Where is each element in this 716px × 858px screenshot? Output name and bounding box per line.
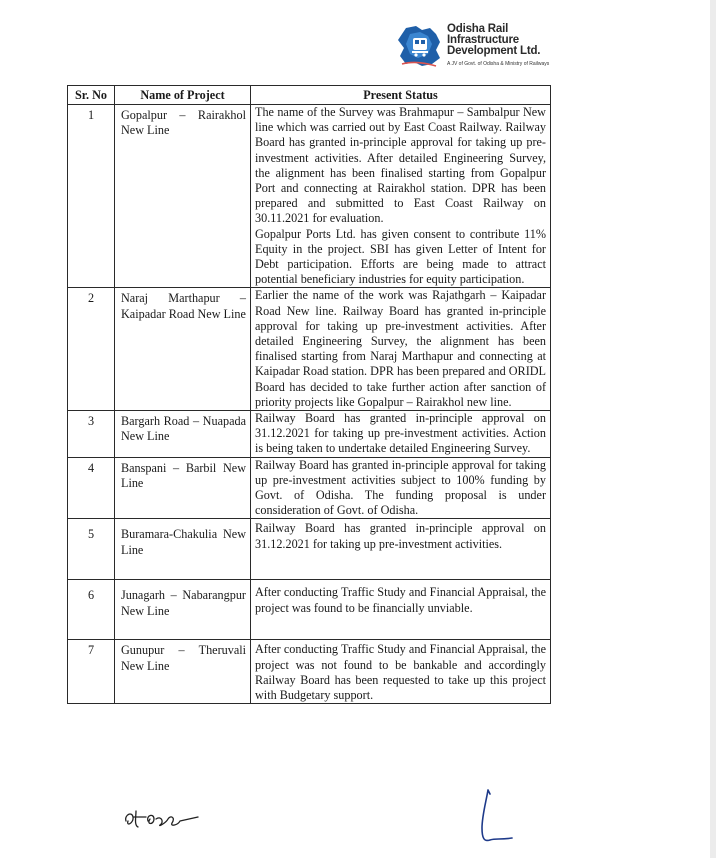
row-project-name: Junagarh – Nabarangpur New Line [115, 580, 251, 640]
table-row [68, 519, 551, 580]
row-present-status [251, 640, 551, 704]
table-row [68, 105, 551, 288]
status-paragraph: Earlier the name of the work was Rajathgarh – Kaipadar Road New line. Railway Board has granted in-principle approval for taking up pre-investment activities. After detailed Engineering Survey, the alignment has been finalised starting from Naraj Marthapur and connecting at Kaipadar Road station. DPR has been prepared and ORIDL Board has decided to take further action after sanction of priority projects like Gopalpur – Rairakhol new line. [255, 288, 546, 409]
row-sr-number: 3 [68, 411, 115, 458]
row-project-name: Bargarh Road – Nuapada New Line [115, 411, 251, 458]
handwritten-signature-left [122, 803, 202, 833]
row-project-name: Gopalpur – Rairakhol New Line [115, 105, 251, 288]
status-paragraph: Gopalpur Ports Ltd. has given consent to contribute 11% Equity in the project. SBI has given Letter of Intent for Debt participation. Efforts are being made to attract potential beneficiary industries for equity participation. [255, 226, 546, 287]
row-project-name: Buramara-Chakulia New Line [115, 519, 251, 580]
status-paragraph: After conducting Traffic Study and Financial Appraisal, the project was not found to be bankable and accordingly Railway Board has been requested to take up this project with Budgetary support. [255, 642, 546, 703]
org-logo [396, 24, 576, 74]
status-paragraph: Railway Board has granted in-principle approval on 31.12.2021 for taking up pre-investment activities. [255, 521, 546, 551]
row-present-status [251, 457, 551, 519]
row-sr-number: 2 [68, 288, 115, 411]
table-header-row [68, 86, 551, 105]
header-sr-no: Sr. No [68, 86, 115, 105]
header-project-name: Name of Project [115, 86, 251, 105]
row-sr-number: 7 [68, 640, 115, 704]
projects-table [67, 85, 551, 704]
row-sr-number: 6 [68, 580, 115, 640]
row-present-status [251, 519, 551, 580]
status-paragraph: After conducting Traffic Study and Financial Appraisal, the project was found to be financially unviable. [255, 585, 546, 615]
row-present-status [251, 580, 551, 640]
odisha-map-train-logo-icon [396, 24, 444, 70]
table-row [68, 457, 551, 519]
header-present-status: Present Status [251, 86, 551, 105]
table-row [68, 580, 551, 640]
row-sr-number: 4 [68, 457, 115, 519]
table-row [68, 640, 551, 704]
table-row [68, 288, 551, 411]
row-sr-number: 5 [68, 519, 115, 580]
row-sr-number: 1 [68, 105, 115, 288]
status-paragraph: The name of the Survey was Brahmapur – Sambalpur New line which was carried out by East Coast Railway. Railway Board has granted in-principle approval for taking up pre-investment activities. After detailed Engineering Survey, the alignment has been finalised starting from Gopalpur Port and connecting at Rairakhol station. DPR has been prepared and submitted to East Coast Railway on 30.11.2021 for evaluation. [255, 105, 546, 226]
status-paragraph: Railway Board has granted in-principle approval on 31.12.2021 for taking up pre-investment activities. Action is being taken to undertake detailed Engineering Survey. [255, 411, 546, 456]
row-project-name: Banspani – Barbil New Line [115, 457, 251, 519]
org-name: Odisha Rail Infrastructure Development Ltd. [447, 23, 541, 57]
table-row [68, 411, 551, 458]
row-project-name: Gunupur – Theruvali New Line [115, 640, 251, 704]
row-present-status [251, 105, 551, 288]
org-subtitle: A JV of Govt. of Odisha & Ministry of Railways [447, 61, 550, 67]
row-present-status [251, 288, 551, 411]
row-project-name: Naraj Marthapur – Kaipadar Road New Line [115, 288, 251, 411]
page-edge-shadow [710, 0, 716, 858]
row-present-status [251, 411, 551, 458]
status-paragraph: Railway Board has granted in-principle approval for taking up pre-investment activities subject to 100% funding by Govt. of Odisha. The funding proposal is under consideration of Govt. of Odisha. [255, 457, 546, 518]
handwritten-signature-right [462, 788, 522, 848]
